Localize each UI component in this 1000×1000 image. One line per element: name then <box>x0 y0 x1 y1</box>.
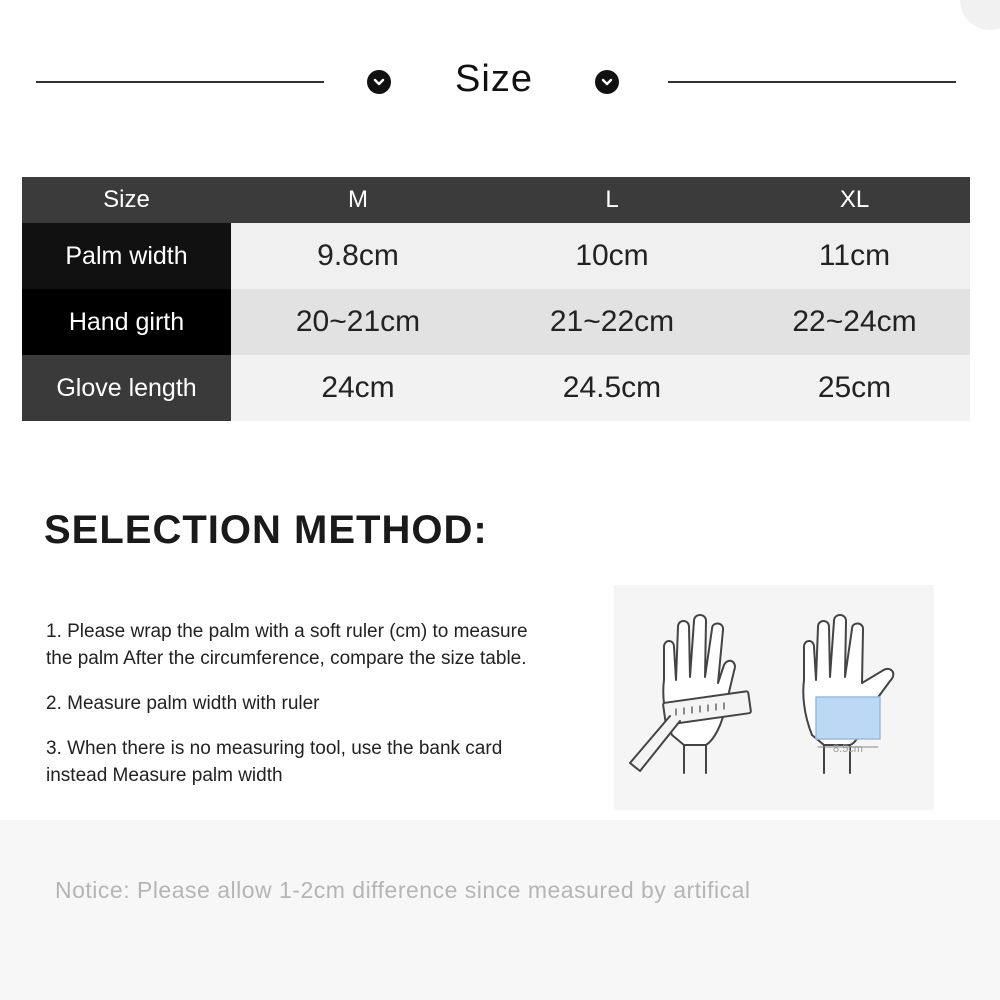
header-divider-right <box>668 81 956 83</box>
table-cell: 22~24cm <box>739 289 970 355</box>
step-text: 2. Measure palm width with ruler <box>46 693 320 714</box>
step-item <box>46 618 606 672</box>
row-label: Palm width <box>22 223 231 289</box>
row-label: Glove length <box>22 355 231 421</box>
table-cell: 11cm <box>739 223 970 289</box>
hand-with-tape-icon <box>630 615 751 773</box>
column-header: L <box>605 186 619 213</box>
step-text: the palm After the circumference, compare the size table. <box>46 648 527 669</box>
column-header: M <box>348 186 368 213</box>
table-cell: 24cm <box>231 355 485 421</box>
table-row <box>22 289 970 355</box>
step-text: 3. When there is no measuring tool, use the bank card <box>46 738 503 759</box>
step-text: 1. Please wrap the palm with a soft ruler (cm) to measure <box>46 621 528 642</box>
selection-steps <box>46 618 606 807</box>
table-header-row <box>22 177 970 223</box>
chevron-down-circle-icon <box>595 70 619 94</box>
step-text: instead Measure palm width <box>46 765 283 786</box>
table-row <box>22 355 970 421</box>
notice-band <box>0 820 1000 1000</box>
section-title-size: Size <box>455 58 533 100</box>
table-cell: 24.5cm <box>485 355 739 421</box>
selection-method-title: SELECTION METHOD: <box>44 508 488 552</box>
step-item <box>46 690 606 717</box>
table-cell: 21~22cm <box>485 289 739 355</box>
table-cell: 25cm <box>739 355 970 421</box>
column-header: Size <box>103 186 150 213</box>
chevron-down-circle-icon <box>367 70 391 94</box>
table-cell: 9.8cm <box>231 223 485 289</box>
hand-measure-illustration <box>614 585 934 810</box>
notice-text: Notice: Please allow 1-2cm difference since measured by artifical <box>55 877 751 903</box>
table-cell: 10cm <box>485 223 739 289</box>
card-width-label: 8.5cm <box>833 743 863 755</box>
size-table <box>22 177 970 421</box>
table-cell: 20~21cm <box>231 289 485 355</box>
table-row <box>22 223 970 289</box>
header-divider-left <box>36 81 324 83</box>
row-label: Hand girth <box>22 289 231 355</box>
column-header: XL <box>839 186 870 213</box>
corner-decoration <box>960 0 1000 30</box>
step-item <box>46 735 606 789</box>
